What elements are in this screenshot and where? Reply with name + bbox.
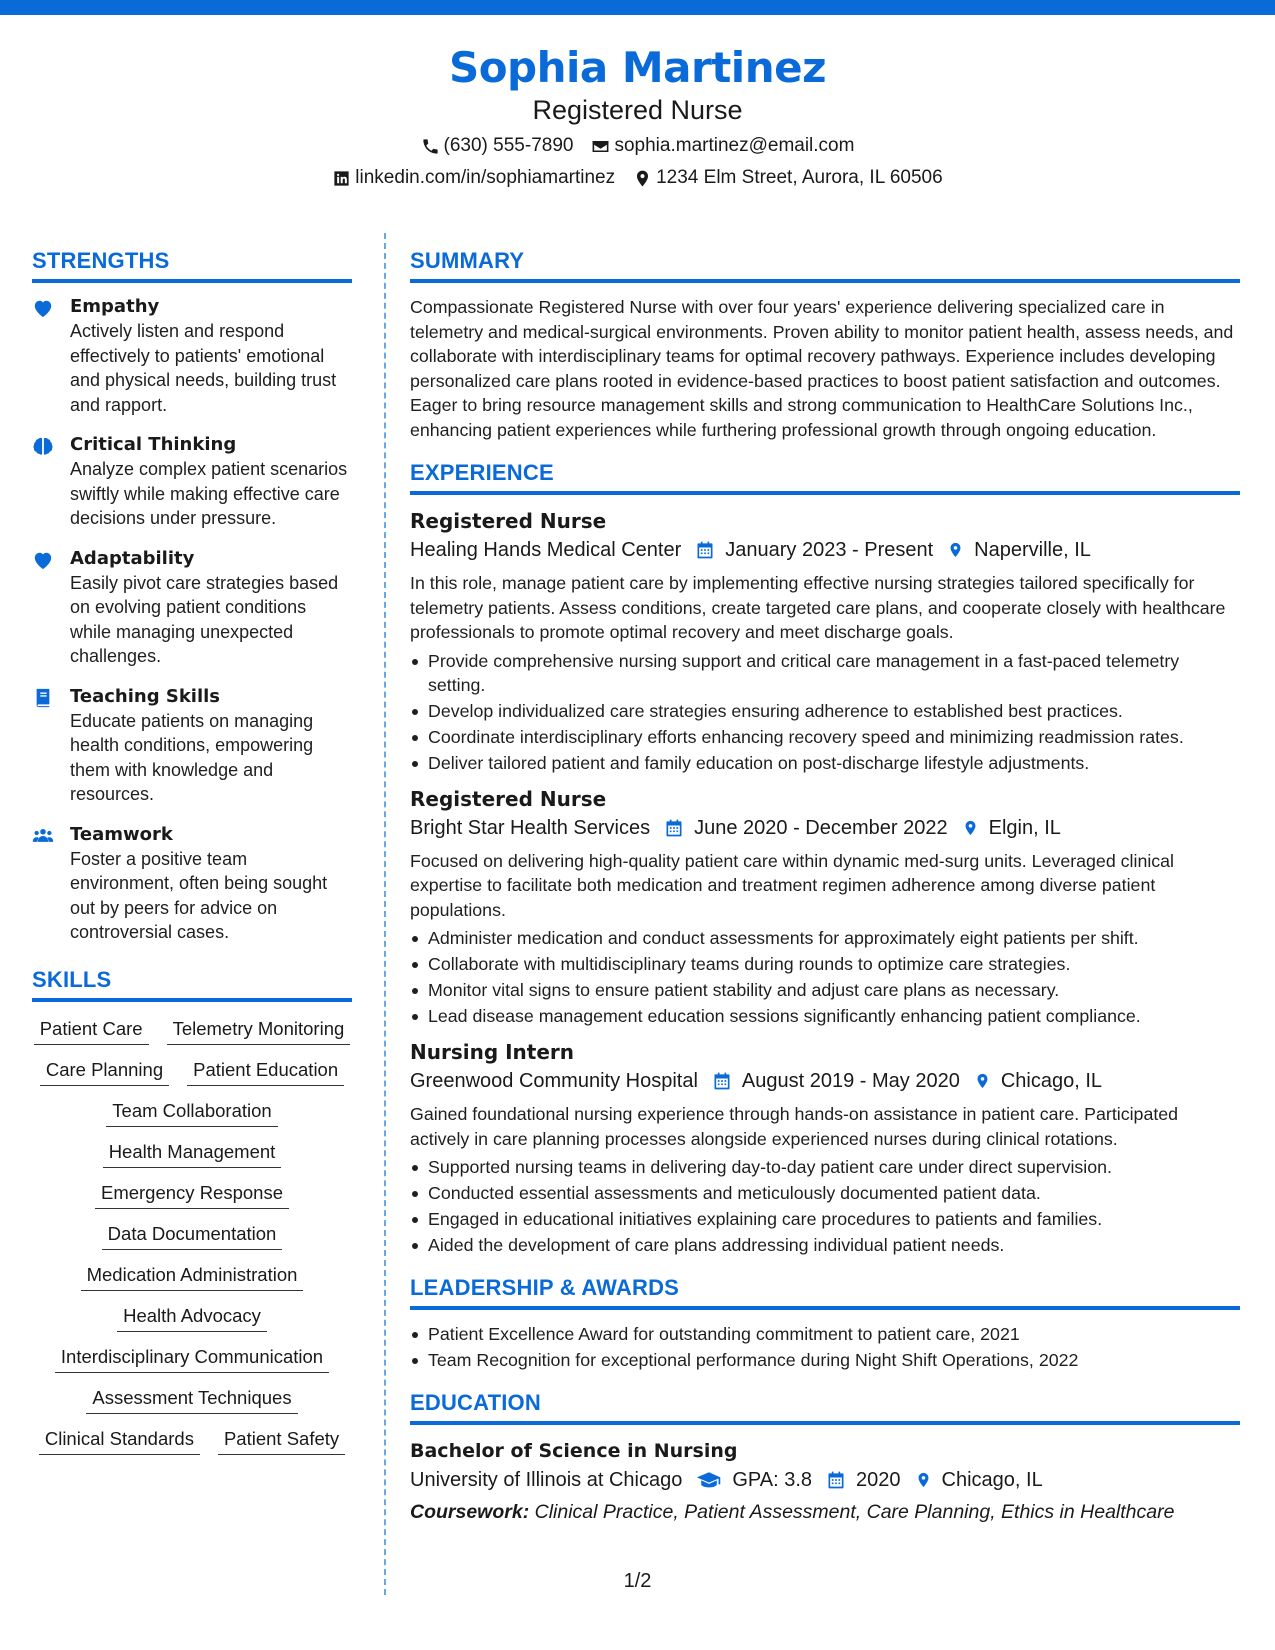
job-entry [410,507,1240,775]
map-pin-icon [962,817,979,839]
job-title: Nursing Intern [410,1040,575,1064]
book-icon [32,688,54,708]
job-description: In this role, manage patient care by implementing effective nursing strategies tailored specifically for telemetry patients. Assess conditions, create targeted care plans, and cooperate closely with healthcare professionals to promote optimal recovery and meet discharge goals. [410,573,1226,642]
strength-desc: Easily pivot care strategies based on evolving patient conditions while managing unexpected challenges. [70,572,339,666]
job-meta [410,813,1240,843]
education-year: 2020 [856,1469,901,1491]
skill-tag: Data Documentation [102,1221,283,1250]
job-title: Registered Nurse [410,786,607,811]
bullet-item: Provide comprehensive nursing support and critical care management in a fast-paced telemetry setting. [410,649,1240,697]
heart-icon [32,550,54,570]
experience-heading: EXPERIENCE [410,458,1240,495]
linkedin-icon [332,169,351,188]
award-item: Patient Excellence Award for outstanding commitment to patient care, 2021 [410,1322,1240,1346]
graduation-cap-icon [696,1470,722,1490]
strength-item [32,295,352,417]
skill-tag: Emergency Response [95,1180,289,1209]
summary-heading: SUMMARY [410,246,1240,283]
map-pin-icon [974,1070,991,1092]
envelope-icon [591,137,610,156]
skill-tag: Patient Care [34,1016,149,1045]
education-gpa: GPA: 3.8 [732,1469,813,1491]
skill-tag: Clinical Standards [39,1426,200,1455]
strength-item [32,823,352,945]
bullet-item: Monitor vital signs to ensure patient stability and adjust care plans as necessary. [410,978,1240,1002]
strength-item [32,685,352,807]
bullet-item: Lead disease management education sessions significantly enhancing patient compliance. [410,1004,1240,1028]
education-location: Chicago, IL [941,1469,1043,1491]
skill-tag: Telemetry Monitoring [167,1016,351,1045]
candidate-title: Registered Nurse [532,95,743,125]
strength-title: Adaptability [70,547,195,569]
coursework-list: Clinical Practice, Patient Assessment, Care Planning, Ethics in Healthcare [534,1501,1175,1523]
summary-text: Compassionate Registered Nurse with over four years' experience delivering specialized care in telemetry and medical-surgical environments. Proven ability to monitor patient health, assess needs, and collaborate with interdisciplinary teams for optimal recovery pathways. Experience includes developing personalized care plans rooted in evidence-based practices to boost patient satisfaction and outcomes. Eager to bring resource management skills and strong communication to HealthCare Solutions Inc., enhancing patient experiences while furthering professional growth through ongoing education. [410,297,1234,440]
calendar-icon [826,1470,846,1490]
skill-tag: Patient Education [187,1057,344,1086]
bullet-item: Supported nursing teams in delivering day-to-day patient care under direct supervision. [410,1155,1240,1179]
map-pin-icon [633,169,652,188]
job-dates: January 2023 - Present [725,539,934,561]
skill-tag: Health Management [103,1139,282,1168]
resume-header [0,40,1275,192]
job-entry [410,785,1240,1029]
skill-tag: Team Collaboration [106,1098,277,1127]
strength-desc: Foster a positive team environment, often being sought out by peers for advice on controversial cases. [70,848,328,942]
skill-tag: Health Advocacy [117,1303,267,1332]
bullet-item: Coordinate interdisciplinary efforts enhancing recovery speed and minimizing readmission rates. [410,725,1240,749]
strength-item [32,433,352,531]
strength-title: Empathy [70,296,160,317]
email-text: sophia.martinez@email.com [614,135,855,156]
job-company: Bright Star Health Services [410,816,651,839]
job-company: Greenwood Community Hospital [410,1070,698,1092]
bullet-item: Deliver tailored patient and family education on post-discharge lifestyle adjustments. [410,751,1240,775]
job-bullets [410,926,1240,1028]
skill-tag: Assessment Techniques [86,1385,297,1414]
contact-address [633,164,943,192]
contact-email[interactable] [591,132,854,160]
strengths-heading: STRENGTHS [32,246,352,283]
candidate-name: Sophia Martinez [448,43,827,92]
education-meta [410,1465,1240,1495]
linkedin-text: linkedin.com/in/sophiamartinez [355,167,616,188]
map-pin-icon [947,539,964,561]
skill-tag: Interdisciplinary Communication [55,1344,329,1373]
leadership-list [410,1322,1240,1372]
calendar-icon [695,540,715,560]
skill-tag: Patient Safety [218,1426,345,1455]
job-meta [410,535,1240,565]
leadership-heading: LEADERSHIP & AWARDS [410,1273,1240,1310]
award-item: Team Recognition for exceptional performance during Night Shift Operations, 2022 [410,1348,1240,1372]
phone-text: (630) 555-7890 [443,135,574,156]
address-text: 1234 Elm Street, Aurora, IL 60506 [656,167,943,188]
job-location: Chicago, IL [1000,1070,1102,1092]
bullet-item: Conducted essential assessments and meticulously documented patient data. [410,1181,1240,1205]
job-entry [410,1038,1240,1257]
strength-title: Teamwork [70,823,173,845]
contact-row-primary [0,132,1275,160]
job-dates: August 2019 - May 2020 [741,1070,960,1092]
calendar-icon [712,1071,732,1091]
contact-linkedin[interactable] [332,164,615,192]
skill-tag: Care Planning [40,1057,169,1086]
job-bullets [410,649,1240,775]
bullet-item: Develop individualized care strategies ensuring adherence to established best practices. [410,699,1240,723]
skill-tag: Medication Administration [81,1262,304,1291]
page-number: 1/2 [623,1570,652,1592]
job-meta [410,1066,1240,1096]
job-location: Naperville, IL [974,539,1091,561]
job-description: Gained foundational nursing experience through hands-on assistance in patient care. Participated actively in care planning processes alongside experienced nurses during clinical rotations. [410,1104,1179,1149]
contact-row-secondary [0,164,1275,192]
strength-item [32,547,352,669]
map-pin-icon [915,1469,932,1491]
education-heading: EDUCATION [410,1388,1240,1425]
right-column [410,246,1240,1527]
bullet-item: Administer medication and conduct assessments for approximately eight patients per shift. [410,926,1240,950]
job-description: Focused on delivering high-quality patient care within dynamic med-surg units. Leveraged clinical expertise to facilitate both medication and treatment regimen adherence among diverse patient populations. [410,850,1175,920]
job-dates: June 2020 - December 2022 [694,816,948,839]
strength-title: Critical Thinking [70,434,237,455]
column-divider [384,233,386,1595]
strength-title: Teaching Skills [70,685,221,707]
calendar-icon [664,818,684,838]
education-coursework [410,1497,1240,1527]
heart-icon [32,298,54,318]
education-degree: Bachelor of Science in Nursing [410,1440,738,1462]
contact-phone[interactable] [421,132,574,160]
strength-desc: Educate patients on managing health conditions, empowering them with knowledge and resources. [70,710,314,804]
phone-icon [421,137,440,156]
left-column [32,246,352,1455]
users-icon [32,826,54,846]
skills-list [32,1014,352,1455]
bullet-item: Aided the development of care plans addressing individual patient needs. [410,1233,1240,1257]
strength-desc: Analyze complex patient scenarios swiftly while making effective care decisions under pressure. [70,459,348,528]
job-company: Healing Hands Medical Center [410,539,682,561]
skills-heading: SKILLS [32,965,352,1002]
bullet-item: Collaborate with multidisciplinary teams during rounds to optimize care strategies. [410,952,1240,976]
coursework-label: Coursework: [410,1501,530,1523]
job-bullets [410,1155,1240,1257]
job-location: Elgin, IL [988,816,1061,839]
brain-icon [32,436,54,456]
bullet-item: Engaged in educational initiatives explaining care procedures to patients and families. [410,1207,1240,1231]
job-title: Registered Nurse [410,509,607,533]
education-school: University of Illinois at Chicago [410,1469,683,1491]
strength-desc: Actively listen and respond effectively to patients' emotional and physical needs, building trust and rapport. [70,321,337,415]
top-accent-bar [0,0,1275,15]
